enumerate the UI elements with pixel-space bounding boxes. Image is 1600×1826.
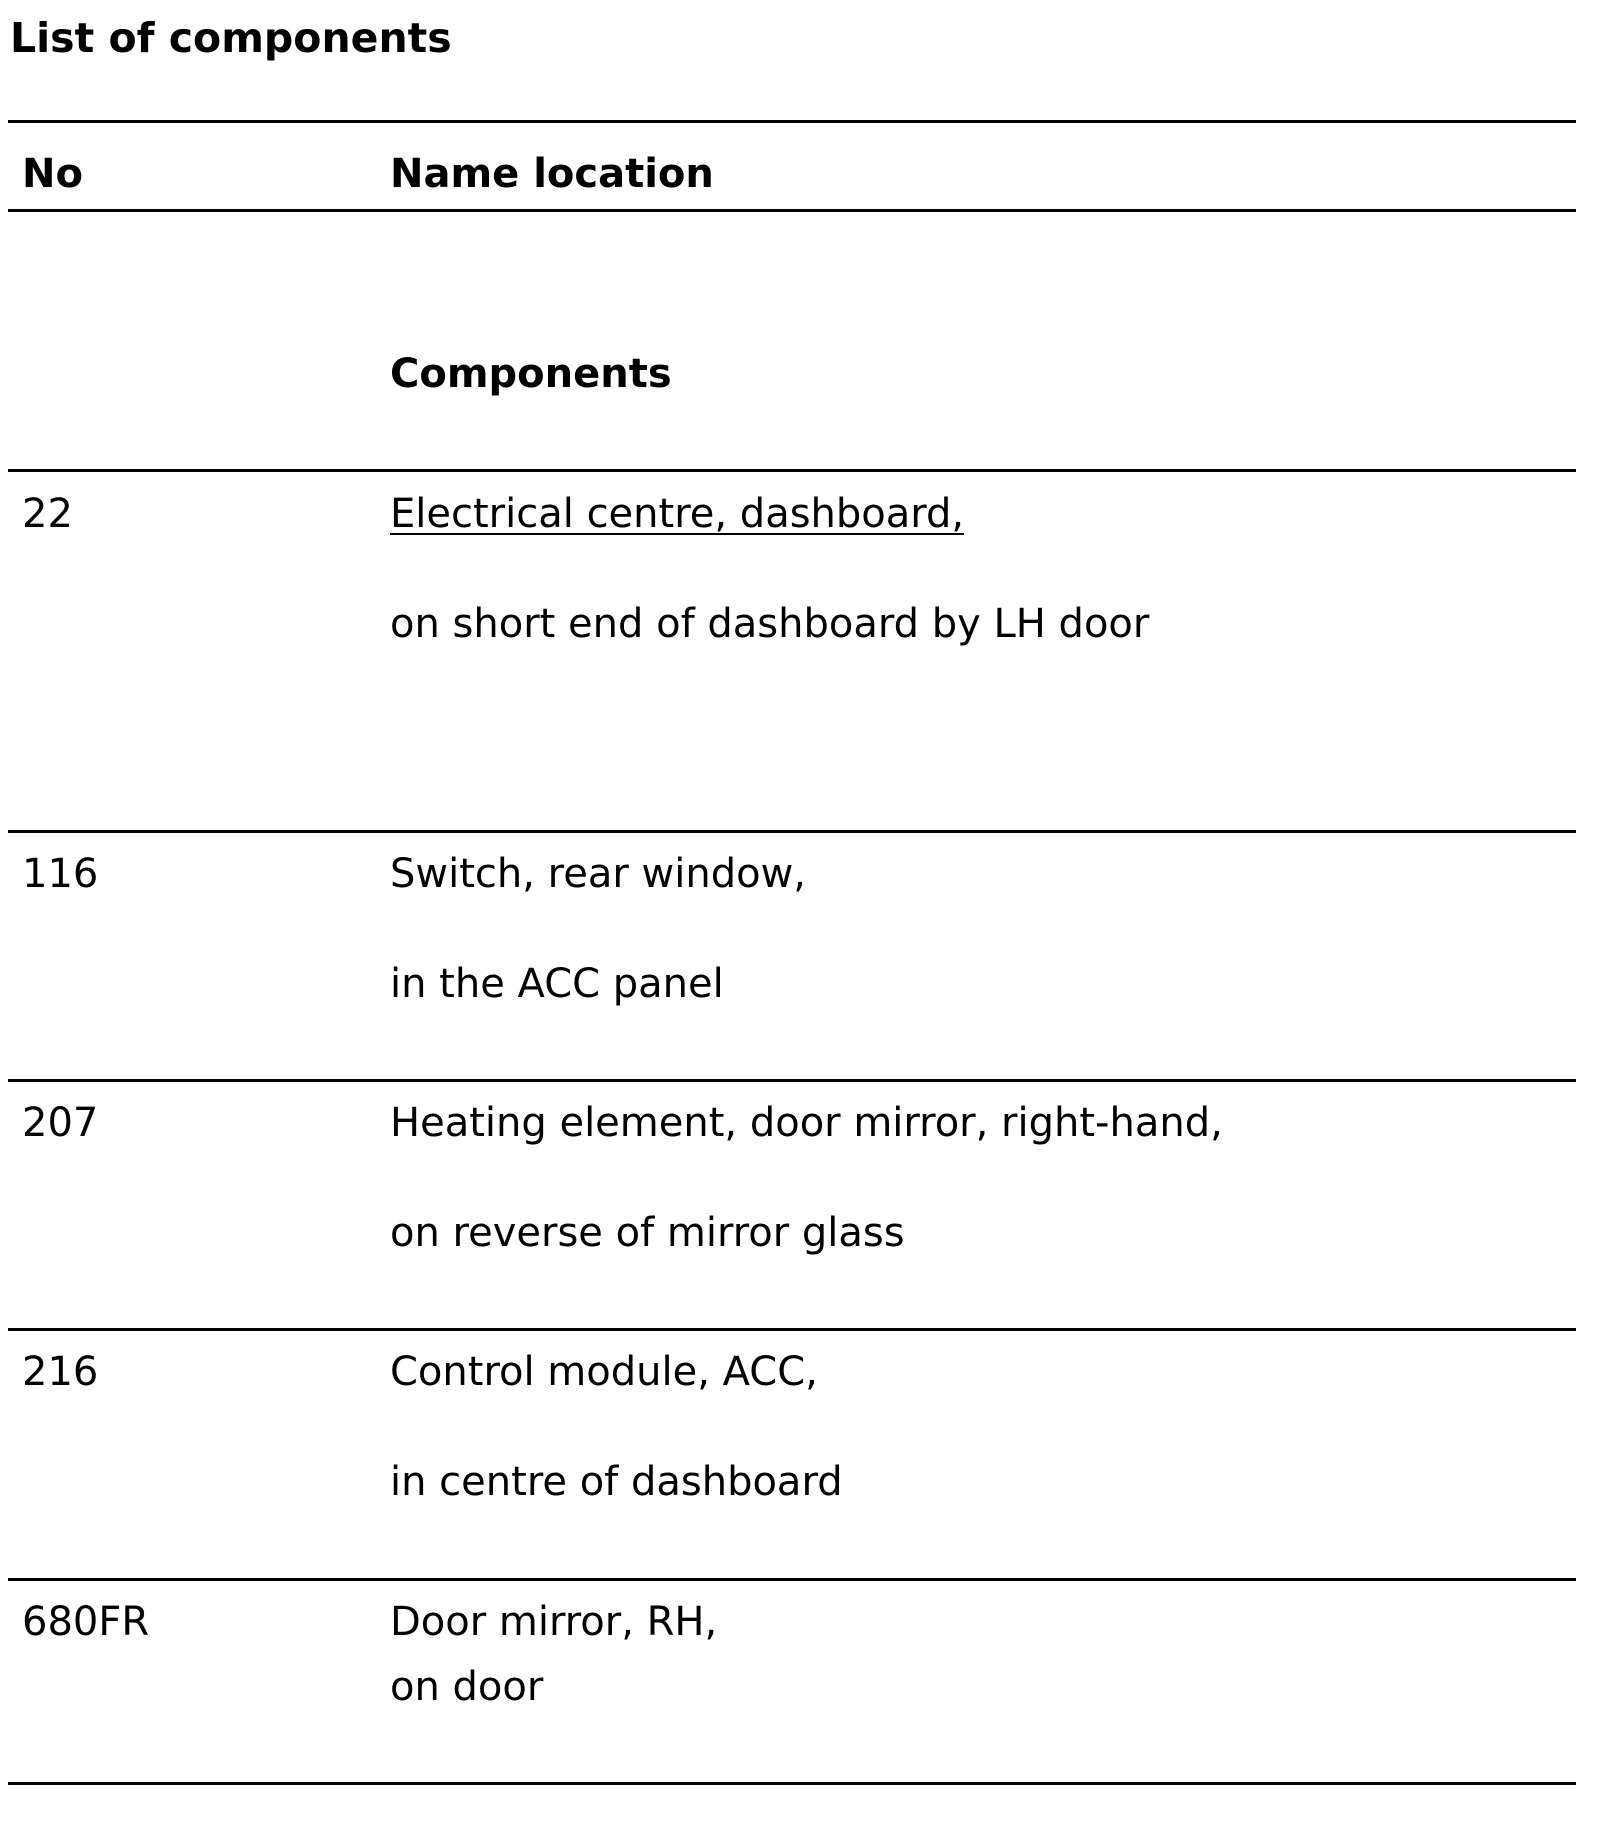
row-separator [8,1079,1576,1082]
row-name: Heating element, door mirror, right-hand, [390,1100,1223,1146]
row-name: Switch, rear window, [390,851,806,897]
row-number: 22 [22,491,73,537]
row-separator [8,1328,1576,1331]
row-location: in centre of dashboard [390,1459,843,1505]
header-bottom-rule [8,209,1576,212]
row-separator [8,469,1576,472]
table-bottom-rule [8,1782,1576,1785]
row-location: on short end of dashboard by LH door [390,601,1150,647]
row-location: on reverse of mirror glass [390,1210,905,1256]
row-number: 116 [22,851,99,897]
row-name: Door mirror, RH, [390,1599,718,1645]
section-label: Components [390,351,672,397]
row-name-link[interactable]: Electrical centre, dashboard, [390,491,965,537]
row-separator [8,830,1576,833]
row-number: 216 [22,1349,99,1395]
row-location: in the ACC panel [390,961,724,1007]
row-number: 207 [22,1100,99,1146]
header-name-location: Name location [390,151,714,197]
document-title: List of components [10,14,452,62]
table-top-rule [8,120,1576,123]
row-name: Control module, ACC, [390,1349,818,1395]
row-location: on door [390,1664,544,1710]
row-separator [8,1578,1576,1581]
row-number: 680FR [22,1599,150,1645]
header-no: No [22,151,83,197]
